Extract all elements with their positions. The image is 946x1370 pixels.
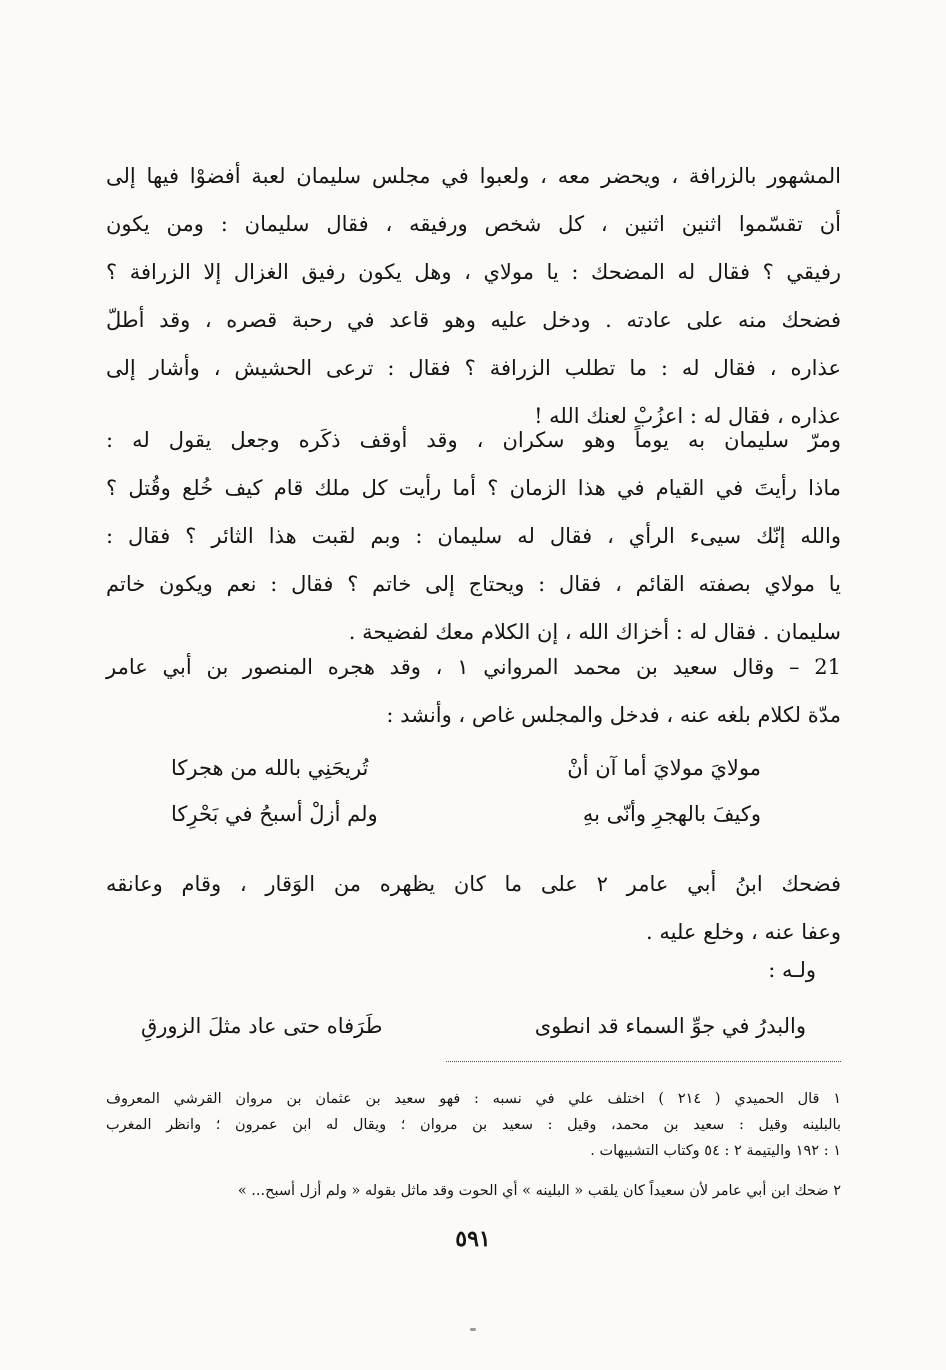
text-line: المشهور بالزرافة ، ويحضر معه ، ولعبوا في مجلس سليمان لعبة أفضوْا فيها إلى	[106, 164, 841, 188]
last-verse	[141, 1003, 806, 1049]
footnote-line: ١ : ١٩٢ واليتيمة ٢ : ٥٤ وكتاب التشبيهات .	[590, 1143, 841, 1159]
paragraph-ibn-abi-amir	[106, 860, 841, 956]
footnote-line: ٢ ضحك ابن أبي عامر لأن سعيداً كان يلقب « البلينه » أي الحوت وقد ماثل بقوله « ولم أزل أسبح... »	[237, 1183, 841, 1199]
text-line: فضحك ابنُ أبي عامر ٢ على ما كان يظهره من الوَقار ، وقام وعانقه	[106, 872, 841, 896]
text-line: عذاره ، فقال له : ما تطلب الزرافة ؟ فقال : ترعى الحشيش ، وأشار إلى	[106, 356, 841, 380]
verse-line	[171, 791, 761, 837]
verse-line	[141, 1003, 806, 1049]
verse-first-hemistich: مولايَ مولايَ أما آن أنْ	[567, 756, 761, 780]
verse-line	[171, 745, 761, 791]
text-line: رفيقي ؟ فقال له المضحك : يا مولاي ، وهل يكون رفيق الغزال إلا الزرافة ؟	[106, 260, 841, 284]
page-number: ٥٩١	[455, 1226, 491, 1252]
lahu-heading: ولـه :	[768, 958, 816, 982]
verse-second-hemistich: تُريحَنِي بالله من هجركا	[171, 756, 369, 780]
verse-first-hemistich: وكيفَ بالهجرِ وأنّى بهِ	[582, 802, 761, 826]
paragraph-section-21	[106, 643, 841, 739]
scan-speck	[470, 1328, 476, 1331]
footnote-2	[106, 1178, 841, 1204]
text-line: أن تقسّموا اثنين اثنين ، كل شخص ورفيقه ، فقال سليمان : ومن يكون	[106, 212, 841, 236]
poem	[171, 745, 761, 837]
text-line: 21 – وقال سعيد بن محمد المرواني ١ ، وقد هجره المنصور بن أبي عامر	[106, 655, 841, 679]
footnote-line: ١ قال الحميدي ( ٢١٤ ) اختلف علي في نسبه : فهو سعيد بن عثمان بن مروان القرشي المعروف	[106, 1091, 841, 1107]
verse-second-hemistich: ولم أزلْ أسبحُ في بَحْرِكا	[171, 802, 378, 826]
verse-second-hemistich: طَرَفاه حتى عاد مثلَ الزورقِ	[141, 1014, 383, 1038]
text-line: مدّة لكلام بلغه عنه ، فدخل والمجلس غاص ، وأنشد :	[386, 703, 841, 727]
text-line: يا مولاي بصفته القائم ، فقال : ويحتاج إلى خاتم ؟ فقال : نعم ويكون خاتم	[106, 572, 841, 596]
footnote-1	[106, 1086, 841, 1164]
text-line: ماذا رأيتَ في القيام في هذا الزمان ؟ أما رأيت كل ملك قام كيف خُلع وقُتل ؟	[106, 476, 841, 500]
footnote-line: بالبلينه وقيل : سعيد بن محمد، وقيل : سعيد بن مروان ؛ ويقال له ابن عمرون ؛ وانظر المغرب	[106, 1117, 841, 1133]
verse-first-hemistich: والبدرُ في جوِّ السماء قد انطوى	[534, 1014, 806, 1038]
text-line: وعفا عنه ، وخلع عليه .	[646, 920, 841, 944]
text-line: والله إنّك سيىء الرأي ، فقال له سليمان : وبم لقبت هذا الثائر ؟ فقال :	[106, 524, 841, 548]
paragraph-sulayman-drunk	[106, 416, 841, 656]
footnote-divider	[446, 1061, 841, 1062]
text-line: فضحك منه على عادته . ودخل عليه وهو قاعد في رحبة قصره ، وقد أطلّ	[106, 308, 841, 332]
text-line: عذاره ، فقال له : اعزُبْ لعنك الله !	[534, 404, 841, 428]
text-line: ومرّ سليمان به يوماً وهو سكران ، وقد أوقف ذكَره وجعل يقول له :	[106, 428, 841, 452]
text-line: سليمان . فقال له : أخزاك الله ، إن الكلام معك لفضيحة .	[348, 620, 841, 644]
paragraph-zarafa	[106, 152, 841, 440]
